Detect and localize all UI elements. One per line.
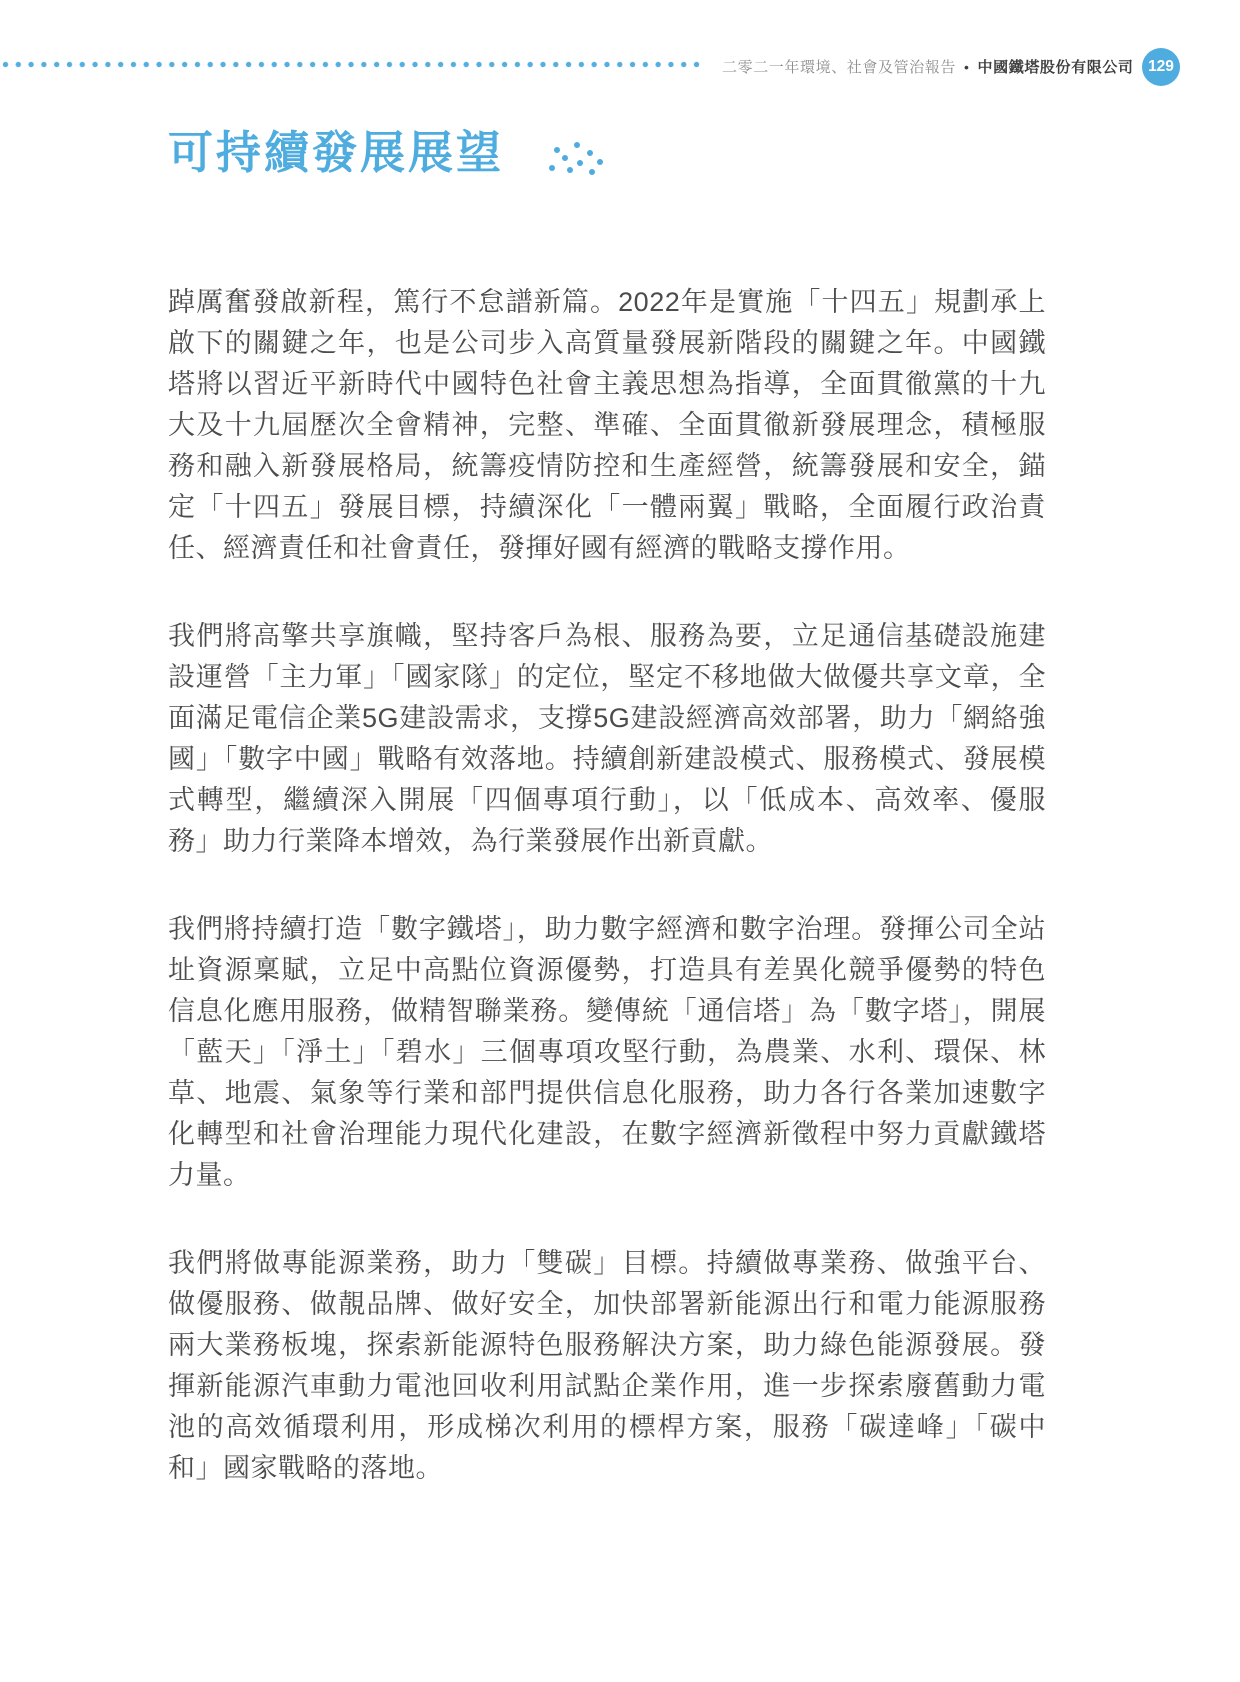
- header-meta: [722, 56, 1134, 77]
- paragraph-4: 我們將做專能源業務，助力「雙碳」目標。持續做專業務、做強平台、做優服務、做靚品牌、做好安全，加快部署新能源出行和電力能源服務兩大業務板塊，探索新能源特色服務解決方案，助力綠色能源發展。發揮新能源汽車動力電池回收利用試點企業作用，進一步探索廢舊動力電池的高效循環利用，形成梯次利用的標桿方案，服務「碳達峰」「碳中和」國家戰略的落地。: [168, 1248, 1046, 1483]
- header-dotted-rule-icon: [2, 60, 702, 69]
- title-dots-decoration-icon: [546, 139, 606, 177]
- paragraph-3: 我們將持續打造「數字鐵塔」，助力數字經濟和數字治理。發揮公司全站址資源稟賦，立足中高點位資源優勢，打造具有差異化競爭優勢的特色信息化應用服務，做精智聯業務。變傳統「通信塔」為「數字塔」，開展「藍天」「淨土」「碧水」三個專項攻堅行動，為農業、水利、環保、林草、地震、氣象等行業和部門提供信息化服務，助力各行各業加速數字化轉型和社會治理能力現代化建設，在數字經濟新徵程中努力貢獻鐵塔力量。: [168, 914, 1046, 1190]
- header-separator-dot-icon: •: [964, 58, 970, 75]
- section-title: 可持續發展展望: [168, 127, 505, 178]
- paragraph-2: 我們將高擎共享旗幟，堅持客戶為根、服務為要，立足通信基礎設施建設運營「主力軍」「國家隊」的定位，堅定不移地做大做優共享文章，全面滿足電信企業5G建設需求，支撐5G建設經濟高效部署，助力「網絡強國」「數字中國」戰略有效落地。持續創新建設模式、服務模式、發展模式轉型，繼續深入開展「四個專項行動」，以「低成本、高效率、優服務」助力行業降本增效，為行業發展作出新貢獻。: [168, 621, 1046, 856]
- page-number-badge: 129: [1142, 48, 1180, 86]
- body-text: [168, 282, 1046, 1489]
- header-company-name: 中國鐵塔股份有限公司: [977, 59, 1134, 76]
- paragraph-1: 踔厲奮發啟新程，篤行不怠譜新篇。2022年是實施「十四五」規劃承上啟下的關鍵之年，也是公司步入高質量發展新階段的關鍵之年。中國鐵塔將以習近平新時代中國特色社會主義思想為指導，全面貫徹黨的十九大及十九屆歷次全會精神，完整、準確、全面貫徹新發展理念，積極服務和融入新發展格局，統籌疫情防控和生產經營，統籌發展和安全，錨定「十四五」發展目標，持續深化「一體兩翼」戰略，全面履行政治責任、經濟責任和社會責任，發揮好國有經濟的戰略支撐作用。: [168, 287, 1046, 563]
- section-title-row: [168, 124, 606, 182]
- header-report-title: 二零二一年環境、社會及管治報告: [722, 59, 957, 76]
